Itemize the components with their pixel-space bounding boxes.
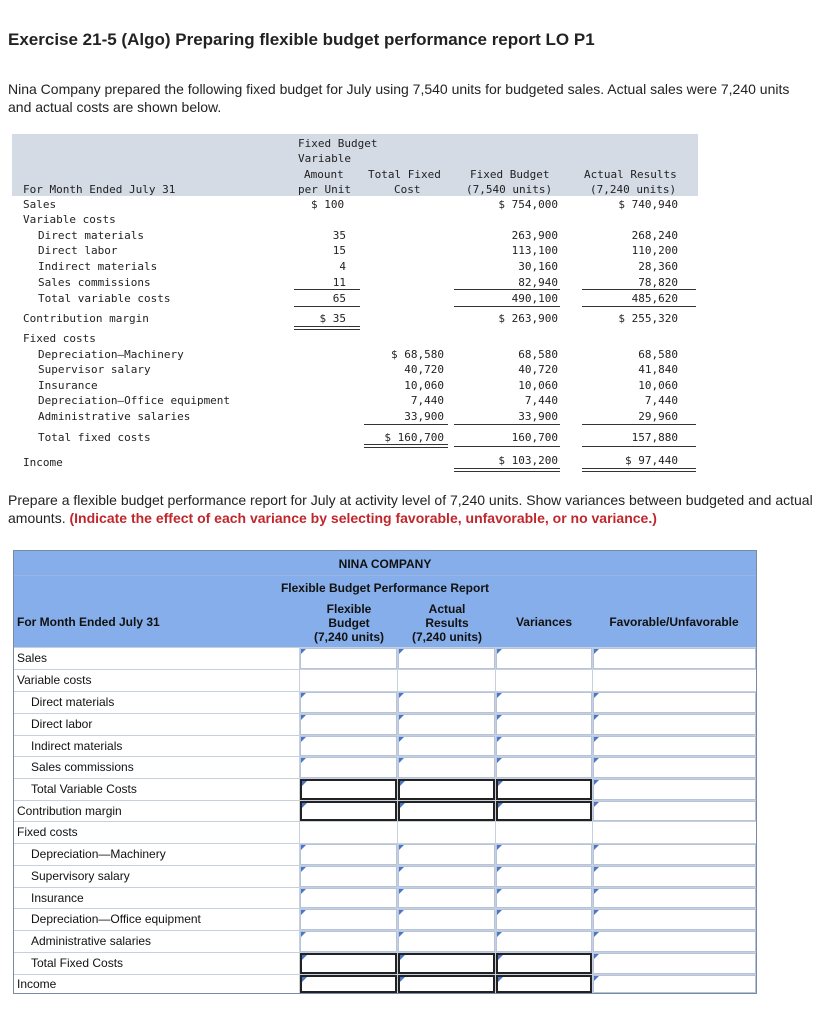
fb-dep-off-fb: 7,440 [524,394,558,407]
dep-machinery-flex-input[interactable] [300,844,397,865]
fb-adm-ar: 29,960 [638,410,678,423]
indirect-materials-actual-input[interactable] [398,736,495,756]
fb-drule-fb [454,468,560,472]
input-indicator-icon [594,976,599,981]
row-label-direct-labor: Direct labor [31,717,93,731]
input-indicator-icon [498,977,503,982]
header-divider [14,575,756,576]
fb-header-tf-1: Total Fixed [368,168,441,181]
direct-materials-actual-input[interactable] [398,692,495,713]
contribution-margin-variance-input[interactable] [496,801,592,821]
input-indicator-icon [497,910,502,915]
fb-tvc-fb: 490,100 [511,292,558,305]
fb-tfc-label: Total fixed costs [38,431,151,444]
fb-sc-ar: 78,820 [638,276,678,289]
input-indicator-icon [399,867,404,872]
fb-ins-fb: 10,060 [518,379,558,392]
input-indicator-icon [399,715,404,720]
supervisory-salary-variance-input[interactable] [496,866,592,887]
input-indicator-icon [594,889,599,894]
fb-drule-ar [582,468,696,472]
col-act-3: (7,240 units) [411,630,483,644]
fb-sc-label: Sales commissions [38,276,151,289]
fb-rule-var-2 [294,306,360,307]
dep-office-equipment-flex-input[interactable] [300,909,397,930]
input-indicator-icon [301,910,306,915]
row-label-sales: Sales [17,651,48,665]
fb-income-fb: $ 103,200 [498,454,558,467]
fb-header-ar-2: (7,240 units) [590,183,677,196]
input-indicator-icon [498,955,503,960]
input-indicator-icon [594,910,599,915]
fb-ins-ar: 10,060 [638,379,678,392]
fb-rule-ar-3 [582,424,696,425]
row-label-insurance: Insurance [31,891,84,905]
fb-sc-var: 11 [332,276,346,289]
report-title: Flexible Budget Performance Report [280,581,490,595]
total-variable-costs-actual-input[interactable] [398,779,495,800]
input-indicator-icon [497,737,502,742]
dep-machinery-fav-select[interactable] [593,844,756,865]
input-indicator-icon [302,803,307,808]
col-favorable: Favorable/Unfavorable [609,615,739,629]
indirect-materials-variance-input[interactable] [496,736,592,756]
row-label-dep-office-equipment: Depreciation—Office equipment [31,912,201,926]
col-period: For Month Ended July 31 [17,615,160,629]
sales-commissions-fav-select[interactable] [593,757,756,778]
fb-dep-off-label: Depreciation—Office equipment [38,394,231,407]
sales-commissions-flex-input[interactable] [300,757,397,778]
fb-sales-ar: $ 740,940 [618,198,678,211]
row-label-sales-commissions: Sales commissions [31,760,134,774]
total-variable-costs-variance-input[interactable] [496,779,592,800]
fb-rule-ar-1 [582,289,696,290]
indirect-materials-flex-input[interactable] [300,736,397,756]
contribution-margin-flex-input[interactable] [300,801,397,821]
input-indicator-icon [302,781,307,786]
fb-rule-var-1 [294,289,360,290]
fb-adm-tf: 33,900 [404,410,444,423]
row-label-total-variable-costs: Total Variable Costs [31,782,137,796]
direct-labor-fav-select[interactable] [593,714,756,735]
fb-tfc-ar: 157,880 [631,431,678,444]
fb-dep-mach-tf: $ 68,580 [391,348,444,361]
fb-cm-ar: $ 255,320 [618,312,678,325]
input-indicator-icon [301,715,306,720]
insurance-fav-select[interactable] [593,888,756,908]
supervisory-salary-fav-select[interactable] [593,866,756,887]
fb-im-label: Indirect materials [38,260,158,273]
input-indicator-icon [302,977,307,982]
input-indicator-icon [594,845,599,850]
fb-cm-var: $ 35 [319,312,346,325]
administrative-salaries-variance-input[interactable] [496,931,592,952]
fb-dl-var: 15 [332,244,346,257]
input-indicator-icon [594,693,599,698]
input-indicator-icon [399,693,404,698]
row-label-indirect-materials: Indirect materials [31,739,123,753]
direct-materials-fav-select[interactable] [593,692,756,713]
fb-adm-label: Administrative salaries [38,410,191,423]
contribution-margin-actual-input[interactable] [398,801,495,821]
fb-income-ar: $ 97,440 [625,454,678,467]
fb-header-tf-2: Cost [394,183,421,196]
input-indicator-icon [301,758,306,763]
input-indicator-icon [497,867,502,872]
input-indicator-icon [399,932,404,937]
report-company: NINA COMPANY [338,557,432,571]
fb-rule-fb-4 [454,446,560,447]
fb-drule-var [294,326,360,330]
input-indicator-icon [594,758,599,763]
total-variable-costs-fav-select[interactable] [593,779,756,800]
flexible-budget-report-table [13,550,757,994]
input-indicator-icon [594,780,599,785]
total-fixed-costs-actual-input[interactable] [398,953,495,974]
direct-labor-flex-input[interactable] [300,714,397,735]
input-indicator-icon [498,781,503,786]
col-flex-3: (7,240 units) [313,630,385,644]
fb-header-var-2: Amount [304,168,344,181]
col-actual-results [398,602,496,644]
fb-header-fb-1: Fixed Budget [470,168,550,181]
income-actual-input[interactable] [398,975,495,993]
col-flex-2: Budget [328,616,370,630]
fb-dm-ar: 268,240 [631,229,678,242]
fb-header-fb-2: (7,540 units) [466,183,553,196]
fb-sales-fb: $ 754,000 [498,198,558,211]
row-label-total-fixed-costs: Total Fixed Costs [31,956,124,970]
administrative-salaries-actual-input[interactable] [398,931,495,952]
input-indicator-icon [497,845,502,850]
input-indicator-icon [594,802,599,807]
input-indicator-icon [301,889,306,894]
fb-dep-mach-ar: 68,580 [638,348,678,361]
col-variances: Variances [515,615,573,629]
row-divider [14,669,756,670]
input-indicator-icon [301,932,306,937]
direct-labor-variance-input[interactable] [496,714,592,735]
fb-fixed-costs-label: Fixed costs [23,332,96,345]
input-indicator-icon [594,649,599,654]
income-variance-input[interactable] [496,975,592,993]
sales-flex-input[interactable] [300,648,397,669]
fb-dm-var: 35 [332,229,346,242]
fb-im-var: 4 [339,260,346,273]
fb-im-fb: 30,160 [518,260,558,273]
fb-sup-tf: 40,720 [404,363,444,376]
input-indicator-icon [399,910,404,915]
fb-header-var-3: per Unit [298,183,351,196]
instruction-note: (Indicate the effect of each variance by selecting favorable, unfavorable, or no variance.) [69,510,657,526]
row-label-income: Income [17,977,57,991]
col-flex-1: Flexible [326,602,372,616]
input-indicator-icon [594,737,599,742]
input-indicator-icon [301,845,306,850]
fb-dep-off-tf: 7,440 [410,394,444,407]
fb-sales-label: Sales [23,198,57,211]
fb-rule-fb-2 [454,306,560,307]
instruction-text [8,491,814,527]
contribution-margin-fav-select[interactable] [593,801,756,821]
dep-machinery-variance-input[interactable] [496,844,592,865]
dep-office-equipment-actual-input[interactable] [398,909,495,930]
fb-header-group: Fixed Budget [298,137,378,150]
fb-dl-ar: 110,200 [631,244,678,257]
fb-adm-fb: 33,900 [518,410,558,423]
dep-machinery-actual-input[interactable] [398,844,495,865]
total-fixed-costs-variance-input[interactable] [496,953,592,974]
input-indicator-icon [594,867,599,872]
supervisory-salary-actual-input[interactable] [398,866,495,887]
fb-dm-fb: 263,900 [511,229,558,242]
intro-text: Nina Company prepared the following fixed budget for July using 7,540 units for budgeted sales. Actual sales were 7,240 units and actual costs are shown below. [8,81,790,115]
fb-dl-fb: 113,100 [511,244,558,257]
row-label-fixed-costs: Fixed costs [17,825,78,839]
fb-rule-ar-4 [582,446,696,447]
fb-header-ar-1: Actual Results [584,168,677,181]
col-act-2: Results [425,616,469,630]
dep-office-equipment-variance-input[interactable] [496,909,592,930]
input-indicator-icon [399,758,404,763]
fb-sup-label: Supervisor salary [38,363,151,376]
input-indicator-icon [594,715,599,720]
sales-variance-input[interactable] [496,648,592,669]
row-label-contribution-margin: Contribution margin [17,804,122,818]
fb-rule-tf-1 [364,424,448,425]
fb-sc-fb: 82,940 [518,276,558,289]
input-indicator-icon [399,845,404,850]
fb-variable-costs-label: Variable costs [23,213,116,226]
sales-actual-input[interactable] [398,648,495,669]
income-fav-select[interactable] [593,975,756,993]
input-indicator-icon [594,932,599,937]
sales-fav-select[interactable] [593,648,756,669]
input-indicator-icon [400,803,405,808]
row-divider [14,821,756,822]
insurance-actual-input[interactable] [398,888,495,908]
total-fixed-costs-fav-select[interactable] [593,953,756,974]
exercise-title: Exercise 21-5 (Algo) Preparing flexible budget performance report LO P1 [8,30,595,49]
fb-ins-tf: 10,060 [404,379,444,392]
fb-ins-label: Insurance [38,379,98,392]
input-indicator-icon [301,649,306,654]
input-indicator-icon [400,955,405,960]
fb-tfc-fb: 160,700 [511,431,558,444]
input-indicator-icon [301,867,306,872]
fb-tvc-label: Total variable costs [38,292,171,305]
input-indicator-icon [497,693,502,698]
row-label-dep-machinery: Depreciation—Machinery [31,847,166,861]
total-variable-costs-flex-input[interactable] [300,779,397,800]
input-indicator-icon [497,758,502,763]
insurance-variance-input[interactable] [496,888,592,908]
indirect-materials-fav-select[interactable] [593,736,756,756]
fb-dep-mach-fb: 68,580 [518,348,558,361]
fb-dl-label: Direct labor [38,244,118,257]
fb-sup-ar: 41,840 [638,363,678,376]
input-indicator-icon [400,977,405,982]
col-act-1: Actual [428,602,466,616]
fb-header-var-1: Variable [298,152,351,165]
row-label-direct-materials: Direct materials [31,695,115,709]
input-indicator-icon [594,954,599,959]
row-label-supervisory-salary: Supervisory salary [31,869,130,883]
row-label-variable-costs: Variable costs [17,673,92,687]
supervisory-salary-flex-input[interactable] [300,866,397,887]
col-flex-budget [300,602,398,644]
fixed-budget-table [12,134,698,474]
input-indicator-icon [498,803,503,808]
direct-materials-variance-input[interactable] [496,692,592,713]
fb-dep-off-ar: 7,440 [644,394,678,407]
sales-commissions-variance-input[interactable] [496,757,592,778]
fb-dm-label: Direct materials [38,229,144,242]
fb-im-ar: 28,360 [638,260,678,273]
input-indicator-icon [301,693,306,698]
fb-tvc-var: 65 [332,292,346,305]
dep-office-equipment-fav-select[interactable] [593,909,756,930]
input-indicator-icon [302,955,307,960]
direct-materials-flex-input[interactable] [300,692,397,713]
input-indicator-icon [497,649,502,654]
administrative-salaries-fav-select[interactable] [593,931,756,952]
fb-dep-mach-label: Depreciation—Machinery [38,348,184,361]
input-indicator-icon [301,737,306,742]
insurance-flex-input[interactable] [300,888,397,908]
sales-commissions-actual-input[interactable] [398,757,495,778]
administrative-salaries-flex-input[interactable] [300,931,397,952]
fb-cm-label: Contribution margin [23,312,149,325]
input-indicator-icon [400,781,405,786]
fb-tvc-ar: 485,620 [631,292,678,305]
row-label-administrative-salaries: Administrative salaries [31,934,152,948]
fb-cm-fb: $ 263,900 [498,312,558,325]
fb-sales-var: $ 100 [311,198,345,211]
fb-rule-fb-3 [454,424,560,425]
input-indicator-icon [399,649,404,654]
total-fixed-costs-flex-input[interactable] [300,953,397,974]
input-indicator-icon [497,715,502,720]
fb-sup-fb: 40,720 [518,363,558,376]
input-indicator-icon [399,737,404,742]
input-indicator-icon [497,889,502,894]
fb-drule-tf [364,444,448,448]
input-indicator-icon [497,932,502,937]
fb-header-period: For Month Ended July 31 [23,183,176,196]
fb-rule-fb-1 [454,289,560,290]
instruction-main: Prepare a flexible budget performance report for July at activity level of 7,240 units. Show variances between budgeted and actual amounts. [8,492,813,526]
fb-rule-ar-2 [582,306,696,307]
fb-income-label: Income [23,456,63,469]
fb-tfc-tf: $ 160,700 [384,431,444,444]
income-flex-input[interactable] [300,975,397,993]
direct-labor-actual-input[interactable] [398,714,495,735]
input-indicator-icon [399,889,404,894]
